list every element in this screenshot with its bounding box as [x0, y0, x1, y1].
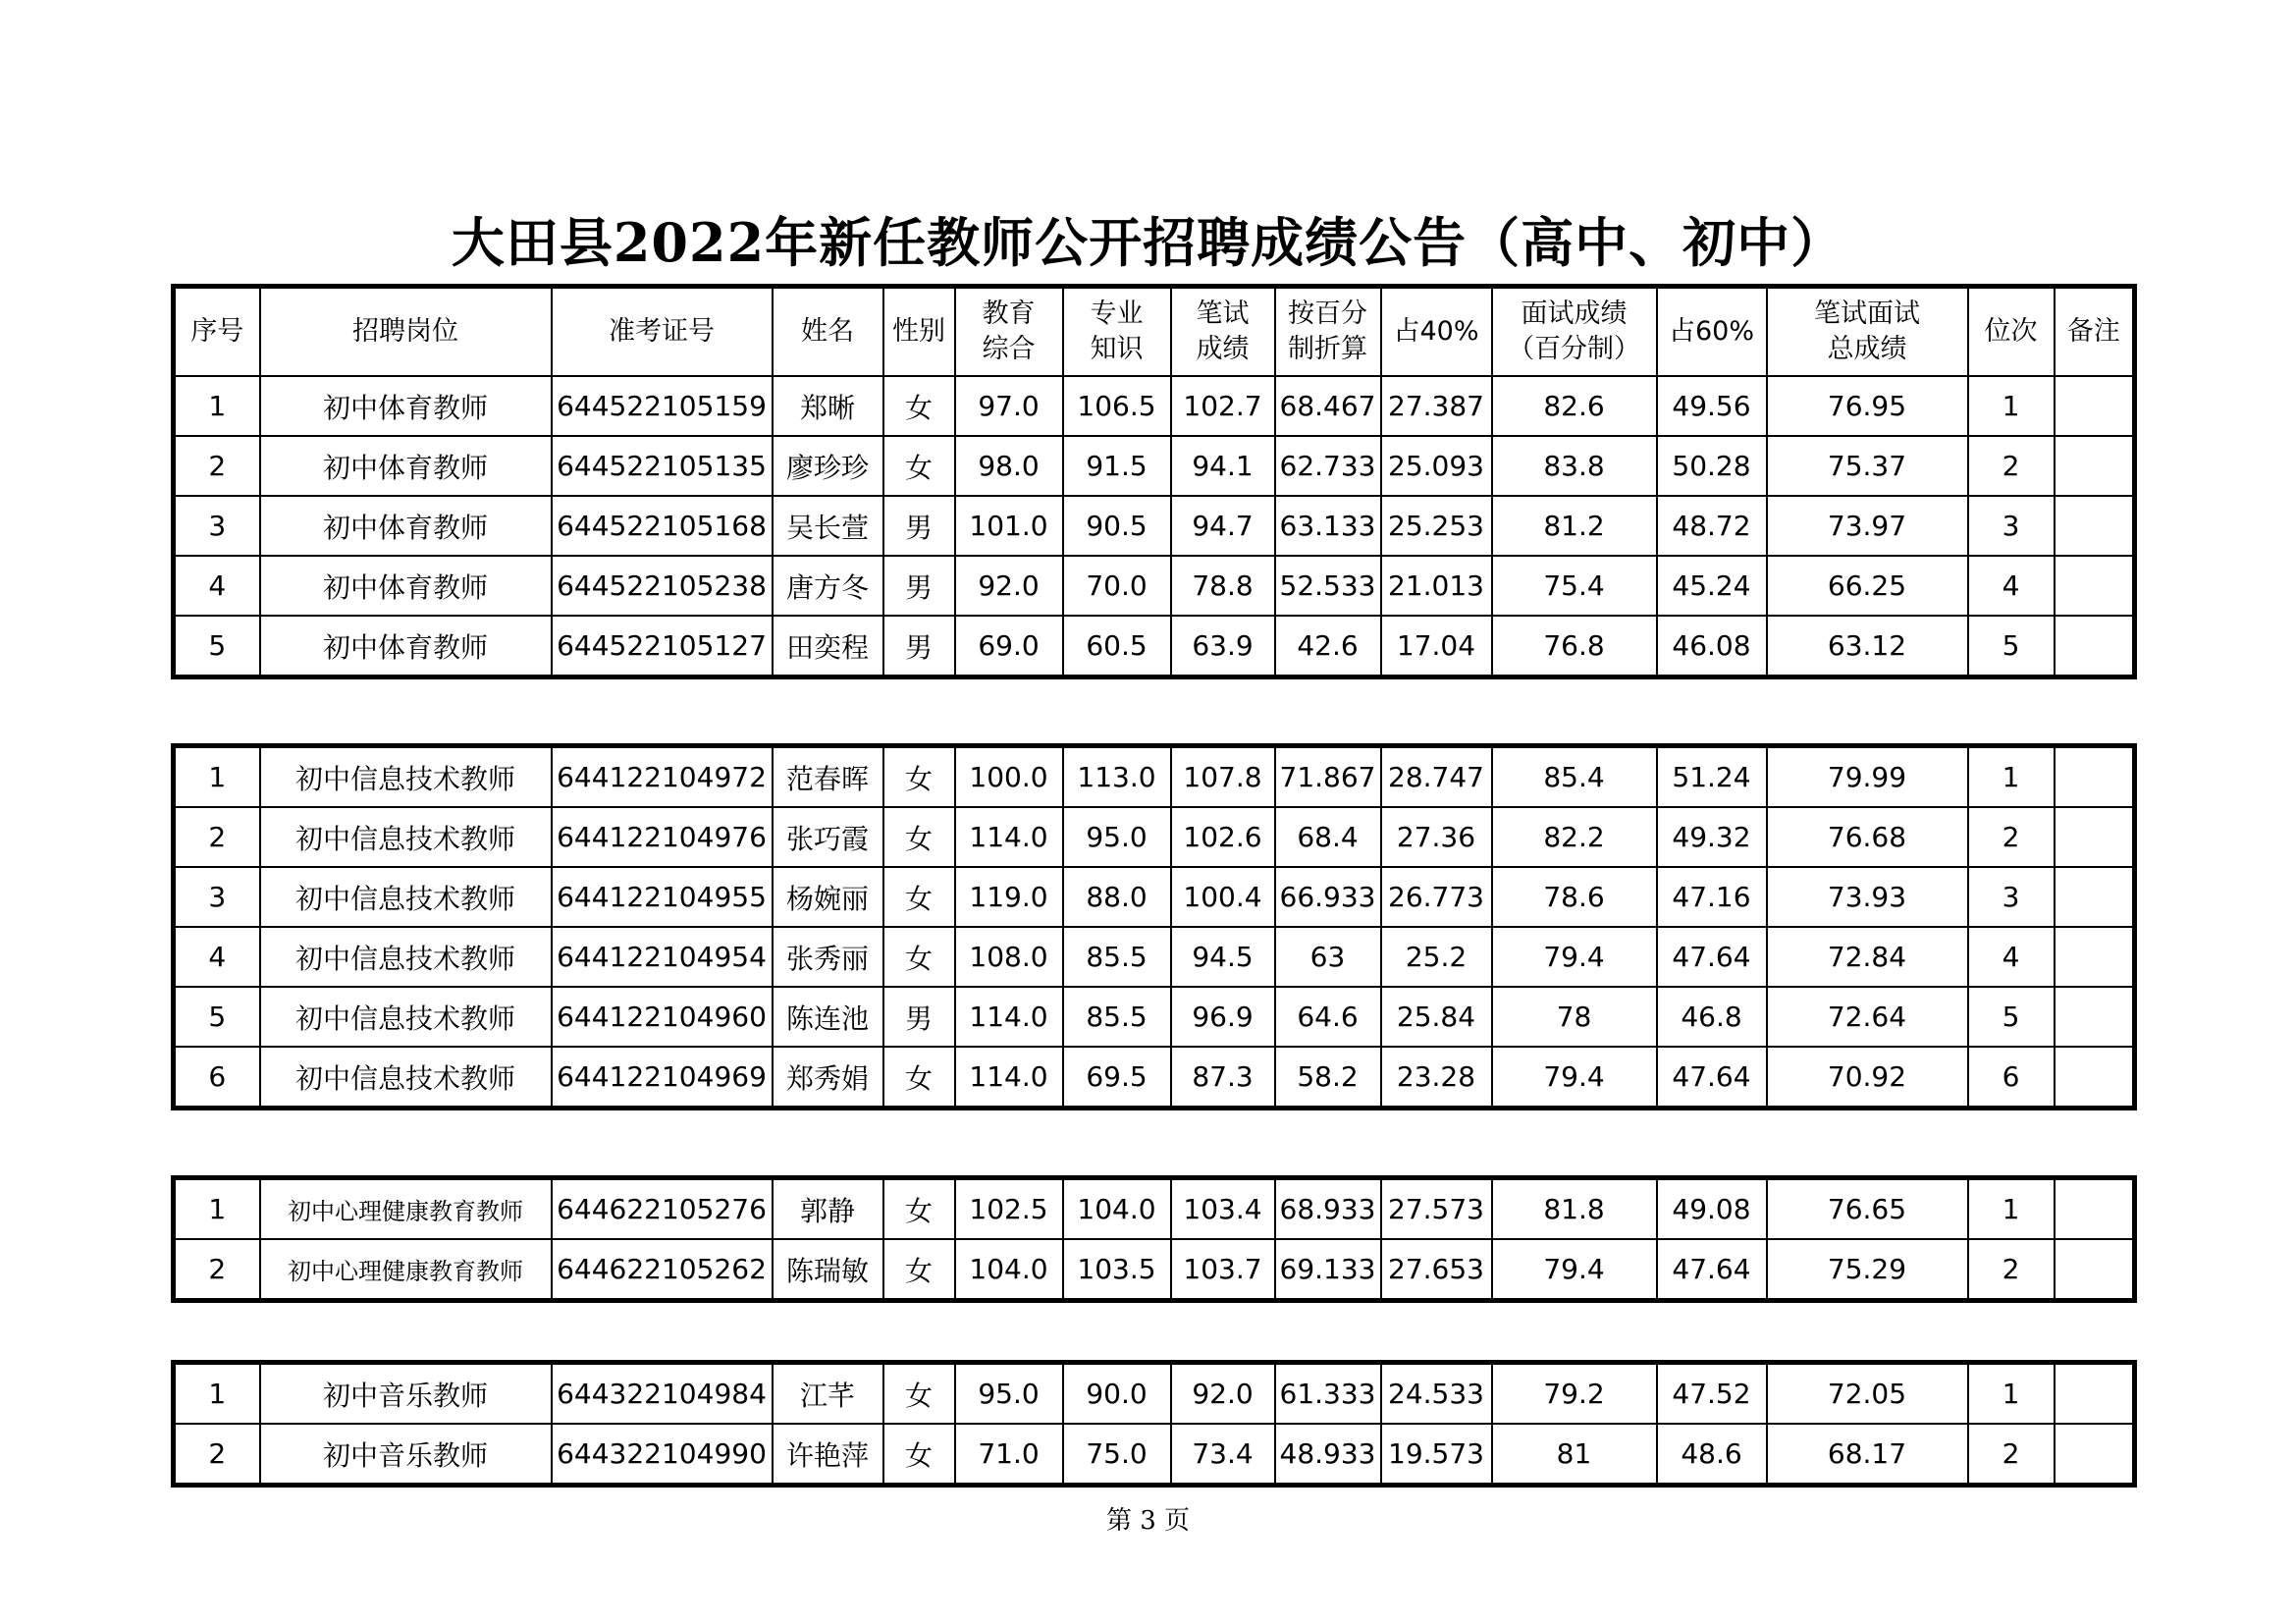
cell-rank: 3 [1968, 867, 2055, 927]
cell-name: 陈连池 [773, 987, 883, 1047]
cell-written-40pct: 23.28 [1381, 1047, 1492, 1109]
cell-gender: 女 [883, 1239, 955, 1301]
cell-exam-id: 644522105127 [552, 616, 773, 677]
cell-remarks [2055, 496, 2135, 556]
page-number: 第 3 页 [1105, 1506, 1191, 1536]
cell-written-score: 96.9 [1171, 987, 1275, 1047]
cell-rank: 1 [1968, 1178, 2055, 1240]
results-table-music [171, 1360, 2137, 1488]
cell-written-percent: 61.333 [1275, 1363, 1381, 1425]
cell-remarks [2055, 927, 2135, 987]
cell-written-percent: 69.133 [1275, 1239, 1381, 1301]
table-row [174, 807, 2135, 867]
cell-position: 初中信息技术教师 [260, 987, 552, 1047]
cell-exam-id: 644622105262 [552, 1239, 773, 1301]
cell-name: 陈瑞敏 [773, 1239, 883, 1301]
cell-gender: 女 [883, 376, 955, 436]
cell-subject-knowledge: 90.0 [1063, 1363, 1171, 1425]
cell-subject-knowledge: 91.5 [1063, 436, 1171, 496]
cell-remarks [2055, 616, 2135, 677]
cell-index: 1 [174, 376, 260, 436]
cell-gender: 男 [883, 987, 955, 1047]
cell-exam-id: 644122104955 [552, 867, 773, 927]
cell-name: 江芊 [773, 1363, 883, 1425]
cell-gender: 男 [883, 496, 955, 556]
cell-index: 1 [174, 1178, 260, 1240]
table-row [174, 556, 2135, 616]
cell-name: 廖珍珍 [773, 436, 883, 496]
cell-rank: 1 [1968, 376, 2055, 436]
cell-index: 3 [174, 496, 260, 556]
cell-interview-score: 76.8 [1492, 616, 1657, 677]
cell-interview-60pct: 47.52 [1657, 1363, 1767, 1425]
cell-written-40pct: 26.773 [1381, 867, 1492, 927]
cell-name: 范春晖 [773, 746, 883, 808]
cell-subject-knowledge: 90.5 [1063, 496, 1171, 556]
cell-written-percent: 68.933 [1275, 1178, 1381, 1240]
header-written-40pct: 占40% [1381, 287, 1492, 377]
cell-subject-knowledge: 69.5 [1063, 1047, 1171, 1109]
cell-written-score: 92.0 [1171, 1363, 1275, 1425]
table-row [174, 1178, 2135, 1240]
cell-index: 2 [174, 436, 260, 496]
cell-position: 初中体育教师 [260, 436, 552, 496]
header-index: 序号 [174, 287, 260, 377]
cell-edu-general: 104.0 [955, 1239, 1063, 1301]
table-row [174, 496, 2135, 556]
cell-interview-60pct: 47.64 [1657, 1047, 1767, 1109]
table-row [174, 376, 2135, 436]
cell-total-score: 66.25 [1767, 556, 1968, 616]
table-row [174, 616, 2135, 677]
cell-edu-general: 114.0 [955, 807, 1063, 867]
cell-position: 初中音乐教师 [260, 1424, 552, 1486]
cell-written-score: 103.7 [1171, 1239, 1275, 1301]
cell-remarks [2055, 867, 2135, 927]
cell-total-score: 75.29 [1767, 1239, 1968, 1301]
cell-remarks [2055, 436, 2135, 496]
header-interview-60pct: 占60% [1657, 287, 1767, 377]
cell-total-score: 73.93 [1767, 867, 1968, 927]
cell-rank: 3 [1968, 496, 2055, 556]
cell-edu-general: 101.0 [955, 496, 1063, 556]
cell-rank: 2 [1968, 807, 2055, 867]
cell-exam-id: 644522105238 [552, 556, 773, 616]
cell-position: 初中体育教师 [260, 556, 552, 616]
cell-interview-60pct: 48.6 [1657, 1424, 1767, 1486]
cell-written-score: 103.4 [1171, 1178, 1275, 1240]
cell-written-score: 73.4 [1171, 1424, 1275, 1486]
cell-position: 初中心理健康教育教师 [260, 1239, 552, 1301]
cell-written-percent: 71.867 [1275, 746, 1381, 808]
cell-edu-general: 98.0 [955, 436, 1063, 496]
cell-interview-60pct: 46.8 [1657, 987, 1767, 1047]
cell-written-score: 102.6 [1171, 807, 1275, 867]
cell-interview-60pct: 48.72 [1657, 496, 1767, 556]
cell-rank: 2 [1968, 1239, 2055, 1301]
cell-total-score: 72.64 [1767, 987, 1968, 1047]
cell-interview-score: 78.6 [1492, 867, 1657, 927]
cell-interview-60pct: 47.64 [1657, 1239, 1767, 1301]
cell-total-score: 75.37 [1767, 436, 1968, 496]
cell-interview-60pct: 47.16 [1657, 867, 1767, 927]
table-row [174, 746, 2135, 808]
cell-exam-id: 644122104976 [552, 807, 773, 867]
cell-gender: 女 [883, 807, 955, 867]
cell-edu-general: 100.0 [955, 746, 1063, 808]
cell-name: 许艳萍 [773, 1424, 883, 1486]
cell-written-percent: 48.933 [1275, 1424, 1381, 1486]
cell-exam-id: 644122104969 [552, 1047, 773, 1109]
cell-subject-knowledge: 60.5 [1063, 616, 1171, 677]
header-position: 招聘岗位 [260, 287, 552, 377]
page-title: 大田县2022年新任教师公开招聘成绩公告（高中、初中） [451, 211, 1845, 274]
cell-subject-knowledge: 104.0 [1063, 1178, 1171, 1240]
cell-gender: 女 [883, 1424, 955, 1486]
cell-written-percent: 68.467 [1275, 376, 1381, 436]
cell-edu-general: 114.0 [955, 1047, 1063, 1109]
cell-rank: 1 [1968, 1363, 2055, 1425]
cell-rank: 4 [1968, 927, 2055, 987]
cell-edu-general: 92.0 [955, 556, 1063, 616]
cell-name: 张秀丽 [773, 927, 883, 987]
cell-written-percent: 64.6 [1275, 987, 1381, 1047]
cell-edu-general: 95.0 [955, 1363, 1063, 1425]
cell-index: 4 [174, 927, 260, 987]
cell-interview-score: 79.4 [1492, 1239, 1657, 1301]
cell-written-40pct: 27.387 [1381, 376, 1492, 436]
cell-total-score: 76.65 [1767, 1178, 1968, 1240]
cell-edu-general: 71.0 [955, 1424, 1063, 1486]
cell-written-40pct: 24.533 [1381, 1363, 1492, 1425]
cell-total-score: 68.17 [1767, 1424, 1968, 1486]
cell-position: 初中信息技术教师 [260, 807, 552, 867]
cell-position: 初中音乐教师 [260, 1363, 552, 1425]
header-name: 姓名 [773, 287, 883, 377]
cell-written-40pct: 27.573 [1381, 1178, 1492, 1240]
cell-index: 2 [174, 1424, 260, 1486]
cell-remarks [2055, 376, 2135, 436]
header-rank: 位次 [1968, 287, 2055, 377]
header-edu-general: 教育 综合 [955, 287, 1063, 377]
cell-exam-id: 644622105276 [552, 1178, 773, 1240]
cell-written-percent: 63.133 [1275, 496, 1381, 556]
cell-total-score: 76.68 [1767, 807, 1968, 867]
cell-rank: 5 [1968, 616, 2055, 677]
cell-exam-id: 644522105168 [552, 496, 773, 556]
header-row [174, 287, 2135, 377]
table-row [174, 1363, 2135, 1425]
cell-interview-score: 79.2 [1492, 1363, 1657, 1425]
cell-name: 吴长萱 [773, 496, 883, 556]
cell-written-40pct: 25.84 [1381, 987, 1492, 1047]
cell-name: 田奕程 [773, 616, 883, 677]
header-written-score: 笔试 成绩 [1171, 287, 1275, 377]
cell-total-score: 76.95 [1767, 376, 1968, 436]
cell-interview-score: 82.6 [1492, 376, 1657, 436]
cell-written-score: 107.8 [1171, 746, 1275, 808]
cell-gender: 女 [883, 1363, 955, 1425]
cell-written-percent: 42.6 [1275, 616, 1381, 677]
cell-name: 杨婉丽 [773, 867, 883, 927]
cell-interview-60pct: 49.32 [1657, 807, 1767, 867]
cell-remarks [2055, 1178, 2135, 1240]
cell-total-score: 70.92 [1767, 1047, 1968, 1109]
cell-written-40pct: 27.653 [1381, 1239, 1492, 1301]
cell-written-40pct: 25.253 [1381, 496, 1492, 556]
cell-exam-id: 644522105159 [552, 376, 773, 436]
cell-interview-60pct: 51.24 [1657, 746, 1767, 808]
cell-interview-60pct: 49.56 [1657, 376, 1767, 436]
cell-written-40pct: 17.04 [1381, 616, 1492, 677]
cell-index: 5 [174, 616, 260, 677]
cell-subject-knowledge: 70.0 [1063, 556, 1171, 616]
cell-exam-id: 644322104984 [552, 1363, 773, 1425]
cell-subject-knowledge: 88.0 [1063, 867, 1171, 927]
cell-gender: 女 [883, 746, 955, 808]
cell-written-score: 87.3 [1171, 1047, 1275, 1109]
cell-gender: 男 [883, 616, 955, 677]
cell-remarks [2055, 1363, 2135, 1425]
cell-interview-score: 75.4 [1492, 556, 1657, 616]
cell-remarks [2055, 746, 2135, 808]
cell-subject-knowledge: 103.5 [1063, 1239, 1171, 1301]
cell-index: 1 [174, 1363, 260, 1425]
table-row [174, 436, 2135, 496]
results-table-psych [171, 1175, 2137, 1303]
cell-written-40pct: 25.2 [1381, 927, 1492, 987]
cell-remarks [2055, 1424, 2135, 1486]
cell-interview-score: 83.8 [1492, 436, 1657, 496]
cell-name: 郭静 [773, 1178, 883, 1240]
cell-interview-score: 85.4 [1492, 746, 1657, 808]
cell-subject-knowledge: 75.0 [1063, 1424, 1171, 1486]
cell-remarks [2055, 987, 2135, 1047]
cell-gender: 女 [883, 436, 955, 496]
cell-position: 初中心理健康教育教师 [260, 1178, 552, 1240]
cell-position: 初中信息技术教师 [260, 746, 552, 808]
cell-gender: 女 [883, 1178, 955, 1240]
cell-remarks [2055, 807, 2135, 867]
cell-total-score: 79.99 [1767, 746, 1968, 808]
cell-interview-score: 81 [1492, 1424, 1657, 1486]
table-row [174, 927, 2135, 987]
cell-written-score: 94.1 [1171, 436, 1275, 496]
cell-written-score: 100.4 [1171, 867, 1275, 927]
cell-subject-knowledge: 106.5 [1063, 376, 1171, 436]
cell-written-percent: 68.4 [1275, 807, 1381, 867]
cell-total-score: 72.05 [1767, 1363, 1968, 1425]
cell-interview-score: 81.2 [1492, 496, 1657, 556]
cell-rank: 5 [1968, 987, 2055, 1047]
cell-written-score: 102.7 [1171, 376, 1275, 436]
header-total-score: 笔试面试 总成绩 [1767, 287, 1968, 377]
cell-written-percent: 52.533 [1275, 556, 1381, 616]
cell-written-score: 63.9 [1171, 616, 1275, 677]
cell-exam-id: 644122104954 [552, 927, 773, 987]
header-written-percent: 按百分 制折算 [1275, 287, 1381, 377]
cell-written-percent: 62.733 [1275, 436, 1381, 496]
cell-subject-knowledge: 113.0 [1063, 746, 1171, 808]
cell-remarks [2055, 1047, 2135, 1109]
cell-index: 1 [174, 746, 260, 808]
cell-rank: 4 [1968, 556, 2055, 616]
cell-remarks [2055, 556, 2135, 616]
cell-position: 初中信息技术教师 [260, 867, 552, 927]
table-row [174, 1047, 2135, 1109]
cell-exam-id: 644322104990 [552, 1424, 773, 1486]
cell-position: 初中体育教师 [260, 616, 552, 677]
cell-interview-score: 79.4 [1492, 927, 1657, 987]
table-row [174, 1239, 2135, 1301]
table-row [174, 867, 2135, 927]
cell-position: 初中体育教师 [260, 496, 552, 556]
cell-exam-id: 644122104972 [552, 746, 773, 808]
header-remarks: 备注 [2055, 287, 2135, 377]
cell-position: 初中信息技术教师 [260, 927, 552, 987]
cell-interview-score: 82.2 [1492, 807, 1657, 867]
results-table-pe [171, 284, 2137, 679]
cell-index: 4 [174, 556, 260, 616]
cell-written-score: 78.8 [1171, 556, 1275, 616]
cell-interview-60pct: 50.28 [1657, 436, 1767, 496]
cell-rank: 2 [1968, 1424, 2055, 1486]
cell-gender: 男 [883, 556, 955, 616]
cell-exam-id: 644522105135 [552, 436, 773, 496]
cell-written-percent: 66.933 [1275, 867, 1381, 927]
cell-interview-score: 79.4 [1492, 1047, 1657, 1109]
cell-name: 张巧霞 [773, 807, 883, 867]
cell-edu-general: 114.0 [955, 987, 1063, 1047]
cell-written-40pct: 27.36 [1381, 807, 1492, 867]
cell-written-percent: 58.2 [1275, 1047, 1381, 1109]
cell-edu-general: 108.0 [955, 927, 1063, 987]
cell-subject-knowledge: 95.0 [1063, 807, 1171, 867]
cell-rank: 2 [1968, 436, 2055, 496]
cell-written-40pct: 28.747 [1381, 746, 1492, 808]
table-row [174, 1424, 2135, 1486]
cell-remarks [2055, 1239, 2135, 1301]
cell-name: 郑秀娟 [773, 1047, 883, 1109]
header-interview-score: 面试成绩 （百分制） [1492, 287, 1657, 377]
cell-gender: 女 [883, 867, 955, 927]
cell-written-40pct: 25.093 [1381, 436, 1492, 496]
cell-total-score: 63.12 [1767, 616, 1968, 677]
cell-rank: 1 [1968, 746, 2055, 808]
cell-written-percent: 63 [1275, 927, 1381, 987]
header-subject-knowledge: 专业 知识 [1063, 287, 1171, 377]
cell-index: 3 [174, 867, 260, 927]
cell-rank: 6 [1968, 1047, 2055, 1109]
cell-interview-60pct: 45.24 [1657, 556, 1767, 616]
cell-written-40pct: 19.573 [1381, 1424, 1492, 1486]
cell-index: 2 [174, 807, 260, 867]
cell-interview-score: 81.8 [1492, 1178, 1657, 1240]
cell-index: 2 [174, 1239, 260, 1301]
cell-position: 初中信息技术教师 [260, 1047, 552, 1109]
cell-written-score: 94.5 [1171, 927, 1275, 987]
cell-gender: 女 [883, 1047, 955, 1109]
cell-edu-general: 119.0 [955, 867, 1063, 927]
cell-written-40pct: 21.013 [1381, 556, 1492, 616]
cell-exam-id: 644122104960 [552, 987, 773, 1047]
results-table-it [171, 743, 2137, 1110]
cell-name: 唐方冬 [773, 556, 883, 616]
cell-edu-general: 102.5 [955, 1178, 1063, 1240]
cell-name: 郑晰 [773, 376, 883, 436]
cell-written-score: 94.7 [1171, 496, 1275, 556]
cell-position: 初中体育教师 [260, 376, 552, 436]
table-row [174, 987, 2135, 1047]
header-gender: 性别 [883, 287, 955, 377]
cell-interview-60pct: 47.64 [1657, 927, 1767, 987]
cell-subject-knowledge: 85.5 [1063, 987, 1171, 1047]
cell-interview-60pct: 46.08 [1657, 616, 1767, 677]
cell-index: 6 [174, 1047, 260, 1109]
cell-interview-60pct: 49.08 [1657, 1178, 1767, 1240]
cell-total-score: 72.84 [1767, 927, 1968, 987]
cell-total-score: 73.97 [1767, 496, 1968, 556]
cell-edu-general: 97.0 [955, 376, 1063, 436]
cell-subject-knowledge: 85.5 [1063, 927, 1171, 987]
cell-edu-general: 69.0 [955, 616, 1063, 677]
cell-interview-score: 78 [1492, 987, 1657, 1047]
cell-gender: 女 [883, 927, 955, 987]
cell-index: 5 [174, 987, 260, 1047]
header-exam-id: 准考证号 [552, 287, 773, 377]
